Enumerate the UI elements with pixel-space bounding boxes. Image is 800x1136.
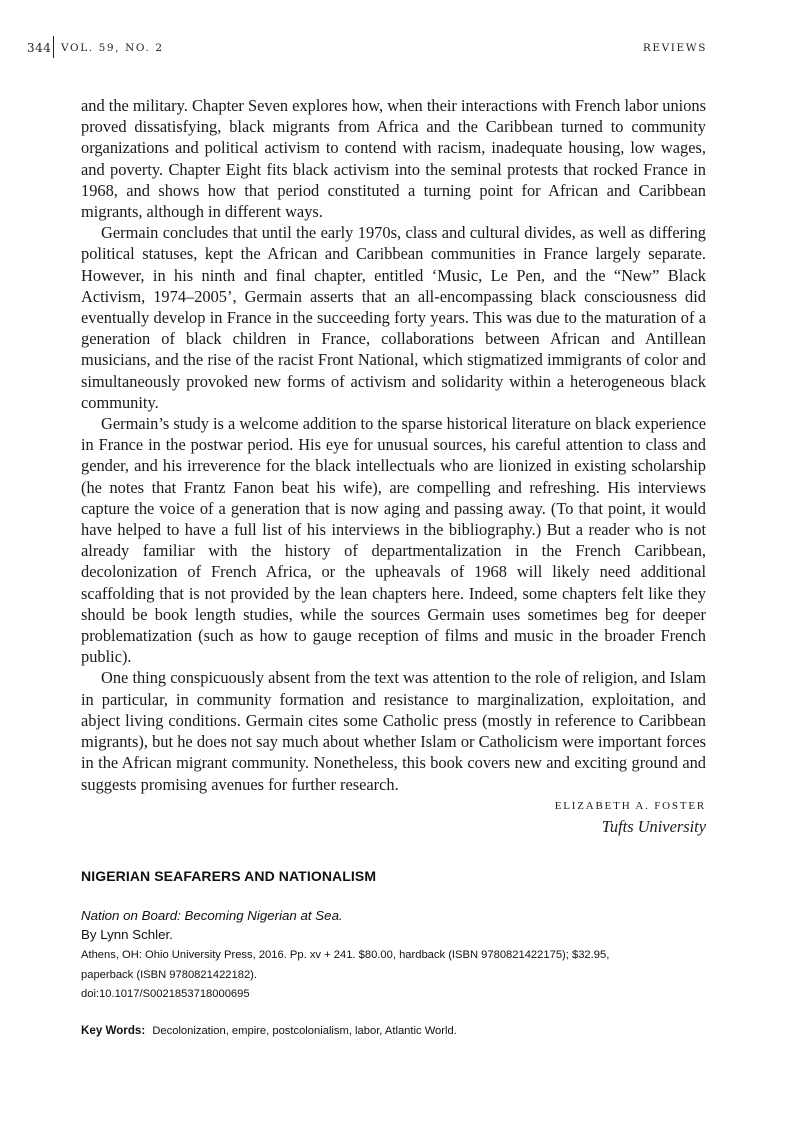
paragraph-1: and the military. Chapter Seven explores how, when their interactions with French labor unions proved dissatisfying, black migrants from Africa and the Caribbean turned to community organizations and political activism to contend with racism, inadequate housing, low wages, and poverty. Chapter Eight fits black activism into the seminal protests that rocked France in 1968, and shows how that period constituted a turning point for African and Caribbean migrants, although in different ways. — [81, 96, 706, 222]
reviewer-affiliation: Tufts University — [601, 816, 706, 836]
section-name: REVIEWS — [642, 42, 707, 54]
paragraph-3: Germain’s study is a welcome addition to the sparse historical literature on black experience in France in the postwar period. His eye for unusual sources, his careful attention to class and gender, and his irreverence for the black intellectuals who are lionized in existing scholarship (he notes that Frantz Fanon beat his wife), are compelling and refreshing. His interviews capture the voice of a generation that is now aging and passing away. (To that point, it would have helped to have a full list of his interviews in the bibliography.) But a reader who is not already familiar with the history of departmentalization in the French Caribbean, decolonization of French Africa, or the upheavals of 1968 will likely need additional scaffolding that is not provided by the lean chapters here. Indeed, some chapters felt like they should be book length studies, while the sources Germain uses sometimes beg for deeper problematization (such as how to gauge reception of films and music in the broader French public). — [81, 414, 706, 667]
keywords-label: Key Words: — [81, 1024, 146, 1037]
doi-link[interactable]: doi:10.1017/S0021853718000695 — [81, 988, 250, 1000]
paragraph-2: Germain concludes that until the early 1970s, class and cultural divides, as well as differing political statuses, kept the African and Caribbean communities in France largely separate. However, in his ninth and final chapter, entitled ‘Music, Le Pen, and the “New” Black Activism, 1974–2005’, Germain asserts that an all-encompassing black consciousness did eventually develop in France in the succeeding forty years. This was due to the maturation of a generation of black children in France, collaborations between African and Antillean musicians, and the rise of the racist Front National, which stigmatized immigrants of color and simultaneously provoked new forms of activism and solidarity within a heterogeneous black community. — [81, 223, 706, 412]
keywords — [81, 1024, 457, 1037]
publication-info-line-1: Athens, OH: Ohio University Press, 2016. Pp. xv + 241. $80.00, hardback (ISBN 9780821422175); $32.95, — [81, 949, 610, 961]
book-title: Nation on Board: Becoming Nigerian at Sea. — [81, 908, 343, 923]
keywords-list: Decolonization, empire, postcolonialism, labor, Atlantic World. — [152, 1025, 457, 1037]
running-head — [27, 36, 707, 58]
paragraph-4: One thing conspicuously absent from the text was attention to the role of religion, and Islam in particular, in community formation and resistance to marginalization, exploitation, and abject living conditions. Germain cites some Catholic press (mostly in reference to Caribbean migrants), but he does not say much about whether Islam or Catholicism were important forces in the African migrant community. Nonetheless, this book covers new and exciting ground and suggests promising avenues for further research. — [81, 668, 706, 794]
reviewer-name: ELIZABETH A. FOSTER — [554, 799, 706, 812]
reviewer-signature — [81, 796, 706, 837]
page-number: 344 — [27, 41, 52, 55]
header-divider — [53, 36, 54, 58]
volume-issue: VOL. 59, NO. 2 — [61, 42, 164, 54]
review-heading: NIGERIAN SEAFARERS AND NATIONALISM — [81, 868, 377, 884]
publication-info-line-2: paperback (ISBN 9780821422182). — [81, 969, 258, 981]
next-review-header — [81, 866, 706, 1004]
book-author: By Lynn Schler. — [81, 927, 173, 942]
review-body — [81, 95, 706, 837]
